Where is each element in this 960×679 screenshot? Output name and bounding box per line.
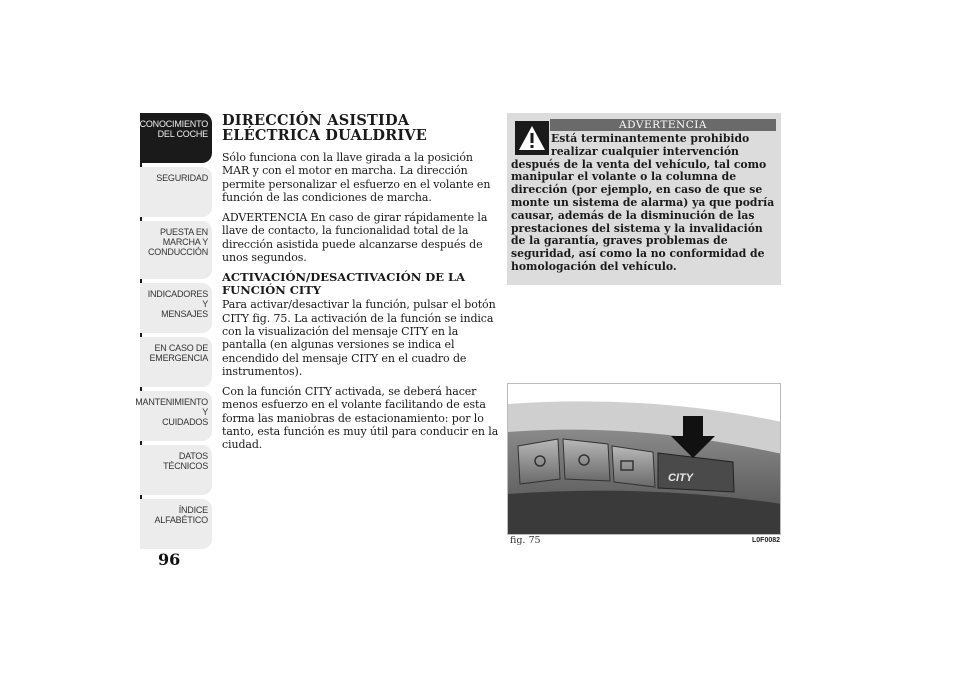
warning-box <box>507 113 781 285</box>
tab-indice[interactable]: ÍNDICE ALFABÉTICO <box>140 499 212 549</box>
tab-datos-tecnicos[interactable]: DATOS TÉCNICOS <box>140 445 212 495</box>
paragraph: Para activar/desactivar la función, pulsar el botón CITY fig. 75. La activación de la función se indica con la visualización del mensaje CITY en la pantalla (en algunas versiones se indica el encendido del mensaje CITY en el cuadro de instrumentos). <box>222 298 496 378</box>
figure-city-button <box>507 383 781 535</box>
paragraph: ADVERTENCIA En caso de girar rápidamente la llave de contacto, la funcionalidad total de la dirección asistida puede alcanzarse después de unos segundos. <box>222 211 488 265</box>
tab-seguridad[interactable]: SEGURIDAD <box>140 167 212 217</box>
section-title: DIRECCIÓN ASISTIDA ELÉCTRICA DUALDRIVE <box>222 112 428 144</box>
warning-text-rest: después de la venta del vehículo, tal como manipular el volante o la columna de dirección (por ejemplo, en caso de que se monte un sistema de alarma) ya que podría causar, además de la disminución de las prestaciones del sistema y la invalidación de la garantía, graves problemas de seguridad, así como la no conformidad de homologación del vehículo. <box>511 157 775 273</box>
figure-code: L0F0082 <box>752 537 781 544</box>
city-button-label: CITY <box>668 472 694 484</box>
tab-puesta-en-marcha[interactable]: PUESTA EN MARCHA Y CONDUCCIÓN <box>140 221 212 279</box>
subsection-title: ACTIVACIÓN/DESACTIVACIÓN DE LA FUNCIÓN CITY <box>222 270 466 297</box>
tab-emergencia[interactable]: EN CASO DE EMERGENCIA <box>140 337 212 387</box>
figure-caption: fig. 75 <box>510 535 541 546</box>
warning-text <box>511 133 777 274</box>
page-number: 96 <box>158 550 181 569</box>
warning-heading: ADVERTENCIA <box>550 119 776 131</box>
main-content <box>222 113 502 459</box>
paragraph: Con la función CITY activada, se deberá hacer menos esfuerzo en el volante facilitando de esta forma las maniobras de estacionamiento: por lo tanto, esta función es muy útil para conducir en la ciudad. <box>222 385 499 452</box>
dashboard-illustration <box>508 384 781 535</box>
tab-conocimiento[interactable]: CONOCIMIENTO DEL COCHE <box>140 113 212 163</box>
warning-text-first: Está terminantemente prohibido realizar cualquier intervención <box>551 132 750 158</box>
paragraph: Sólo funciona con la llave girada a la posición MAR y con el motor en marcha. La dirección permite personalizar el esfuerzo en el volante en función de las condiciones de marcha. <box>222 151 491 204</box>
tab-indicadores[interactable]: INDICADORES Y MENSAJES <box>140 283 212 333</box>
tab-mantenimiento[interactable]: MANTENIMIENTO Y CUIDADOS <box>140 391 212 441</box>
